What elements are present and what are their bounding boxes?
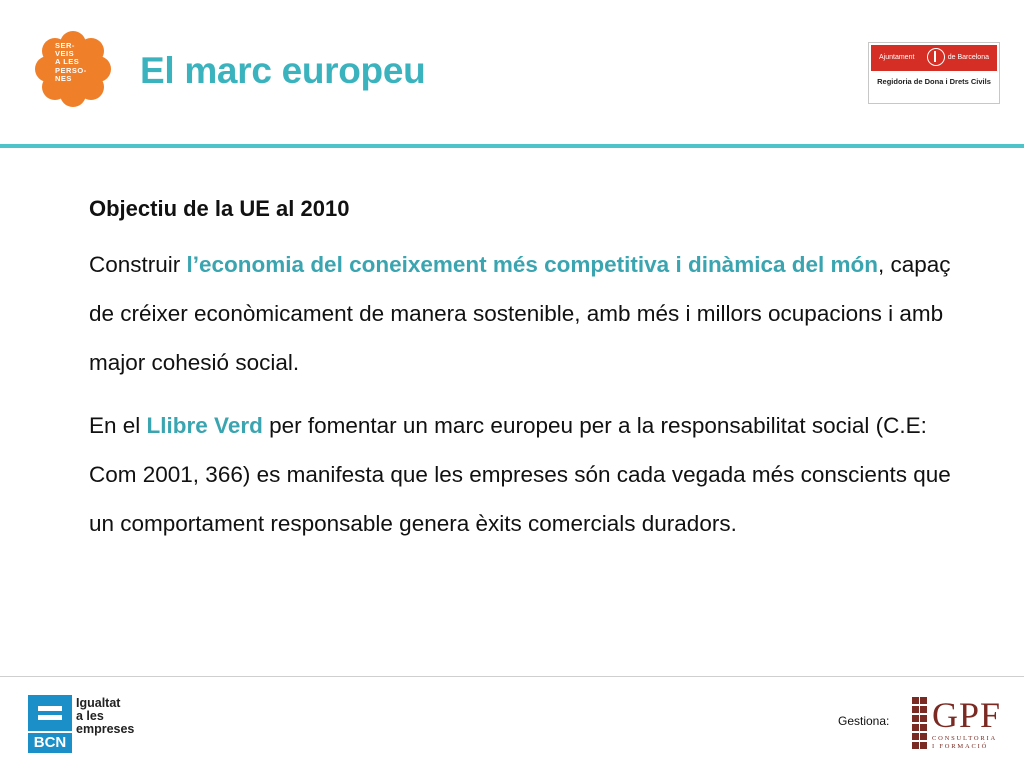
igualtat-line: empreses (76, 722, 135, 736)
barcelona-seal-icon (927, 48, 945, 66)
flower-logo-line: PERSO- (55, 65, 87, 75)
regidoria-label: Regidoria de Dona i Drets Civils (877, 77, 991, 86)
flower-logo-line: VEIS (55, 49, 75, 59)
serveis-a-les-persones-logo (34, 30, 112, 108)
gpf-subtitle (932, 735, 997, 751)
footer-divider (0, 676, 1024, 677)
slide-title: El marc europeu (140, 50, 426, 91)
igualtat-line: a les (76, 709, 104, 723)
flower-logo-line: NES (55, 73, 72, 83)
highlighted-text: l’economia del coneixement més competitiva i dinàmica del món (186, 252, 878, 277)
gestiona-label: Gestiona: (838, 714, 890, 728)
text-run: , capaç de créixer econòmicament de manera sostenible, amb més i millors ocupacions i amb major cohesió social. (89, 252, 951, 375)
gpf-letters: GPF (932, 695, 1002, 735)
igualtat-line: Igualtat (76, 696, 121, 710)
text-run: En el (89, 413, 147, 438)
igualtat-text (76, 697, 134, 736)
flower-logo-line: A LES (55, 57, 80, 67)
ajuntament-barcelona-logo (868, 42, 1000, 104)
bcn-label: BCN (28, 733, 72, 753)
header-divider (0, 144, 1024, 148)
section-subtitle: Objectiu de la UE al 2010 (89, 196, 350, 221)
gpf-squares-icon (912, 697, 928, 749)
text-run: Construir (89, 252, 187, 277)
flower-logo-text (55, 42, 99, 83)
slide-body (89, 196, 979, 562)
equals-icon (28, 695, 72, 731)
gpf-consultoria-logo (910, 695, 1000, 753)
highlighted-text: Llibre Verd (146, 413, 263, 438)
gpf-subtitle-line: I FORMACIÓ (932, 743, 989, 750)
ajuntament-label: Ajuntament (879, 54, 915, 61)
ajuntament-banner (871, 45, 997, 71)
barcelona-label: de Barcelona (947, 54, 989, 61)
text-run: per fomentar un marc europeu per a la responsabilitat social (C.E: Com 2001, 366) es manifesta que les empreses són cada vegada més conscients que un comportament responsable genera èxits comercials duradors. (89, 413, 951, 536)
slide-header (0, 0, 1024, 150)
flower-logo-line: SER- (55, 41, 75, 50)
igualtat-bcn-logo (28, 695, 140, 753)
gpf-subtitle-line: CONSULTORIA (932, 735, 997, 742)
paragraph-llibre-verd (89, 401, 979, 548)
paragraph-objective (89, 240, 979, 387)
